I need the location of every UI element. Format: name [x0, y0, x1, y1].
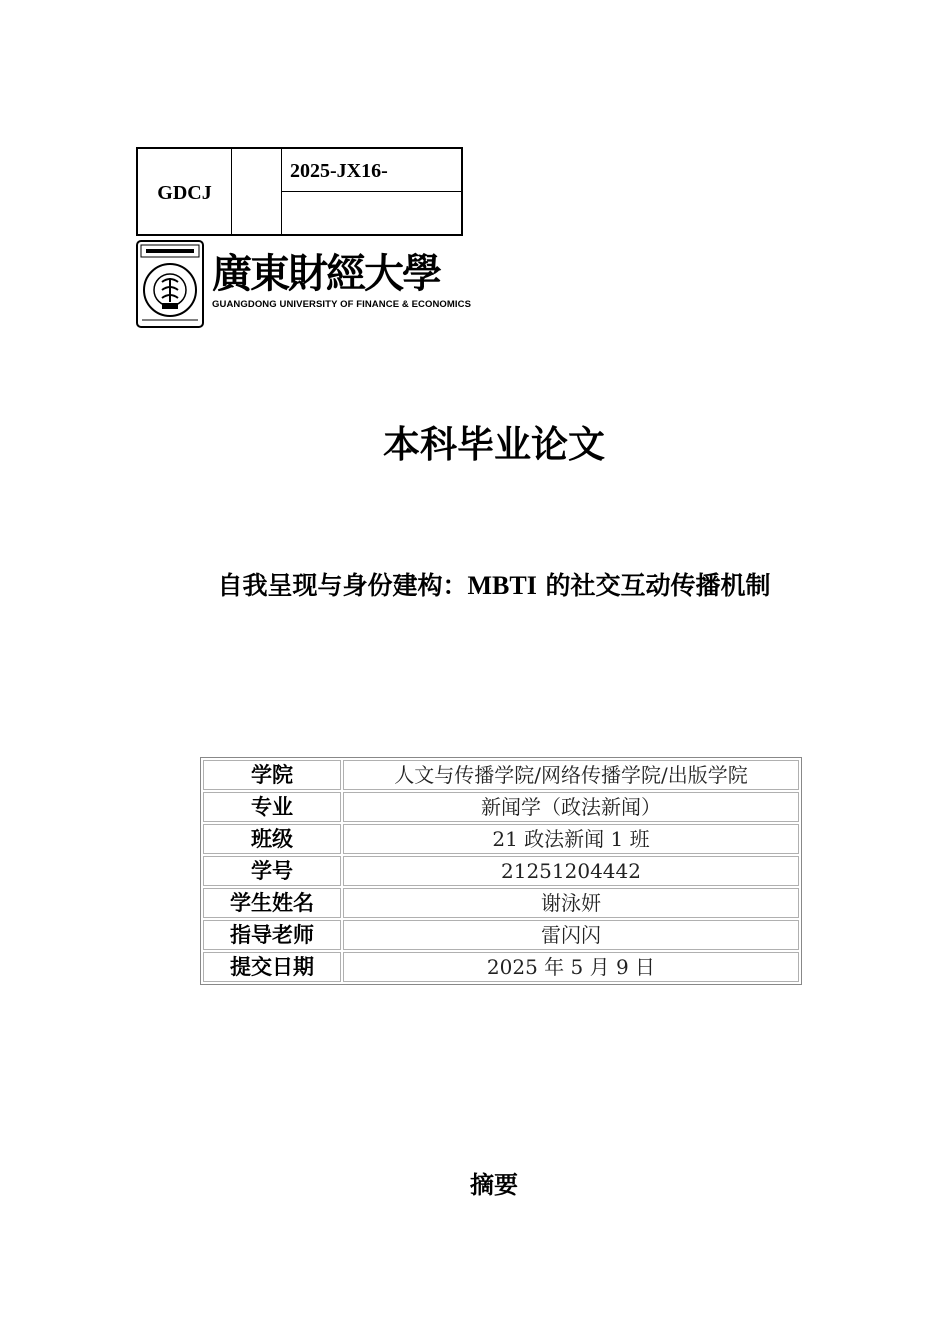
document-code-box — [136, 147, 463, 236]
student-id-value: 21251204442 — [343, 856, 799, 886]
college-value: 人文与传播学院/网络传播学院/出版学院 — [343, 760, 799, 790]
table-row — [203, 888, 799, 918]
table-row — [203, 952, 799, 982]
class-value: 21 政法新闻 1 班 — [343, 824, 799, 854]
student-name-label: 学生姓名 — [203, 888, 341, 918]
university-name-cn: 廣東財經大學 — [212, 250, 440, 297]
student-name-value: 谢泳妍 — [343, 888, 799, 918]
advisor-value: 雷闪闪 — [343, 920, 799, 950]
student-info-table — [200, 757, 802, 985]
college-label: 学院 — [203, 760, 341, 790]
class-label: 班级 — [203, 824, 341, 854]
advisor-label: 指导老师 — [203, 920, 341, 950]
table-row — [203, 760, 799, 790]
thesis-title: 自我呈现与身份建构：MBTI 的社交互动传播机制 — [217, 571, 771, 600]
table-row — [203, 792, 799, 822]
university-name-en: GUANGDONG UNIVERSITY OF FINANCE & ECONOMICS — [212, 299, 472, 310]
document-title: 本科毕业论文 — [383, 423, 605, 466]
university-seal-icon — [136, 240, 204, 328]
thesis-code: 2025-JX16- — [290, 160, 388, 182]
table-row — [203, 824, 799, 854]
abstract-heading: 摘要 — [470, 1171, 518, 1199]
table-row — [203, 856, 799, 886]
submit-date-value: 2025 年 5 月 9 日 — [343, 952, 799, 982]
university-logo — [136, 240, 472, 328]
major-value: 新闻学（政法新闻） — [343, 792, 799, 822]
student-id-label: 学号 — [203, 856, 341, 886]
submit-date-label: 提交日期 — [203, 952, 341, 982]
school-code: GDCJ — [157, 182, 212, 204]
major-label: 专业 — [203, 792, 341, 822]
table-row — [203, 920, 799, 950]
